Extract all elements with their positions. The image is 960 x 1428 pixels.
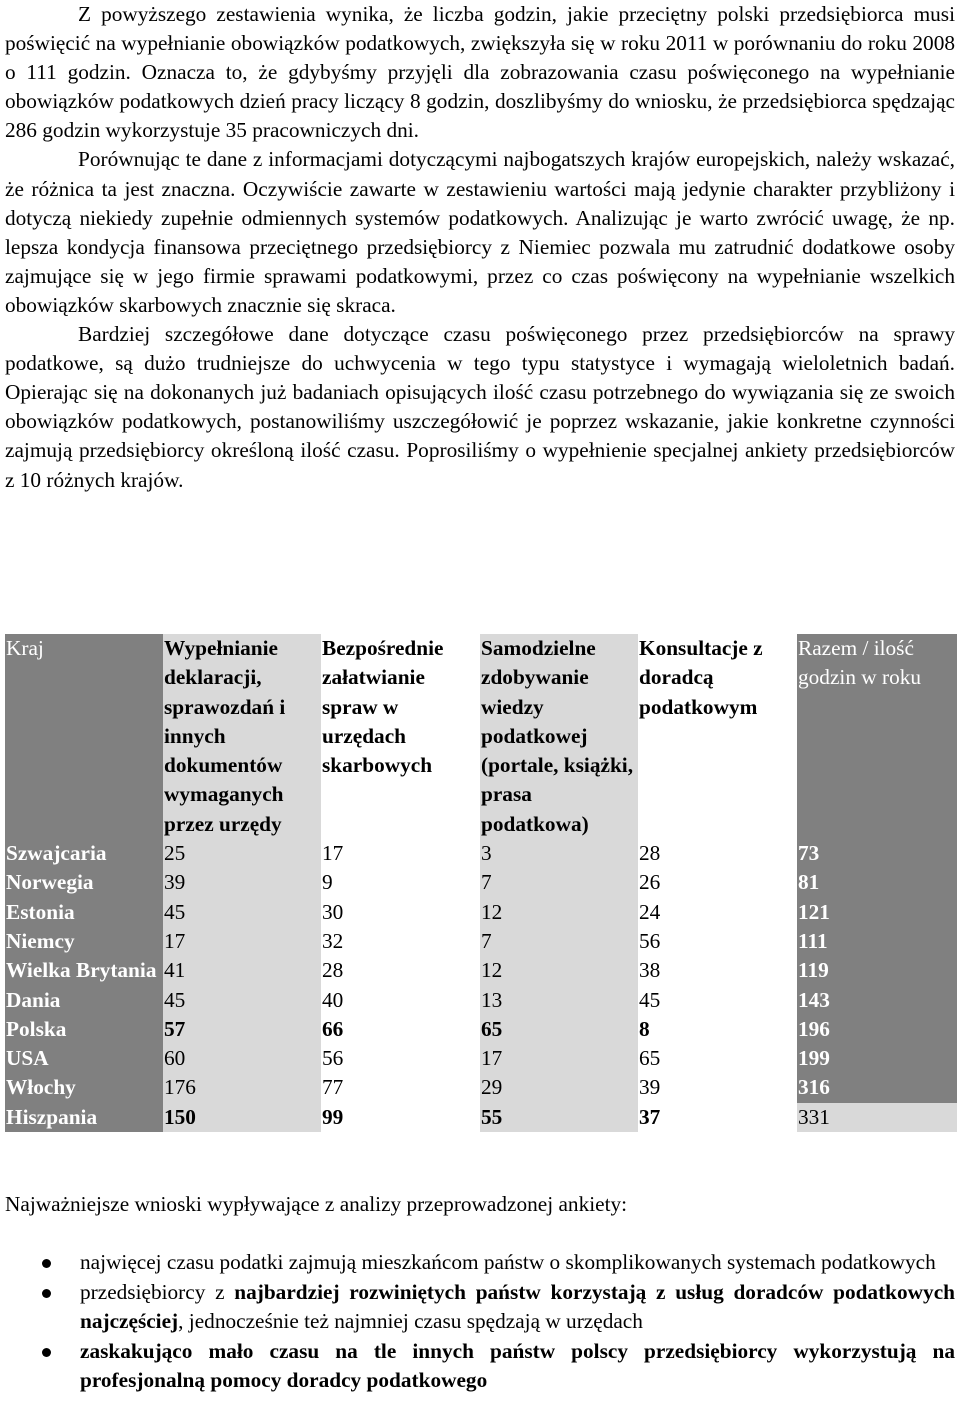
offices-cell: 28: [321, 956, 480, 985]
paragraph-2: Porównując te dane z informacjami dotyczącymi najbogatszych krajów europejskich, należy wskazać, że różnica ta jest znaczna. Oczywiście zawarte w zestawieniu wartości mają jedynie charakter przybliżony i dotyczą niekiedy zupełnie odmiennych systemów podatkowych. Analizując je warto zwrócić uwagę, że np. lepsza kondycja finansowa przeciętnego przedsiębiorcy z Niemiec pozwala mu zatrudnić dodatkowe osoby zajmujące się w jego firmie sprawami podatkowymi, przez co czas poświęcony na wypełnianie wszelkich obowiązków skarbowych znacznie się skraca.: [5, 147, 955, 317]
conclusion-item: [5, 1278, 955, 1337]
conclusion-item: [5, 1337, 955, 1396]
conclusion-text: , jednocześnie też najmniej czasu spędzają w urzędach: [178, 1309, 643, 1333]
total-cell: 73: [797, 839, 957, 868]
country-cell: Włochy: [5, 1073, 163, 1102]
filing-cell: 45: [163, 898, 321, 927]
header-offices: Bezpośrednie załatwianie spraw w urzędach skarbowych: [321, 634, 480, 839]
bullet-icon: [42, 1289, 51, 1298]
total-cell: 196: [797, 1015, 957, 1044]
total-cell: 81: [797, 868, 957, 897]
advisor-cell: 56: [638, 927, 797, 956]
self-study-cell: 17: [480, 1044, 638, 1073]
table-row: [5, 1044, 957, 1073]
advisor-cell: 8: [638, 1015, 797, 1044]
table-row: [5, 956, 957, 985]
offices-cell: 56: [321, 1044, 480, 1073]
filing-cell: 25: [163, 839, 321, 868]
table-row: [5, 1015, 957, 1044]
country-cell: USA: [5, 1044, 163, 1073]
advisor-cell: 65: [638, 1044, 797, 1073]
header-country: Kraj: [5, 634, 163, 839]
filing-cell: 57: [163, 1015, 321, 1044]
country-cell: Szwajcaria: [5, 839, 163, 868]
offices-cell: 66: [321, 1015, 480, 1044]
filing-cell: 150: [163, 1103, 321, 1132]
advisor-cell: 39: [638, 1073, 797, 1102]
offices-cell: 9: [321, 868, 480, 897]
filing-cell: 41: [163, 956, 321, 985]
advisor-cell: 28: [638, 839, 797, 868]
country-cell: Hiszpania: [5, 1103, 163, 1132]
tax-hours-table: [5, 634, 957, 1132]
self-study-cell: 3: [480, 839, 638, 868]
advisor-cell: 37: [638, 1103, 797, 1132]
total-cell: 316: [797, 1073, 957, 1102]
self-study-cell: 7: [480, 868, 638, 897]
conclusions-list: [5, 1248, 955, 1396]
conclusion-text: najbardziej rozwiniętych państw korzystają z usług doradców podatkowych najczęściej: [80, 1279, 955, 1333]
self-study-cell: 65: [480, 1015, 638, 1044]
country-cell: Niemcy: [5, 927, 163, 956]
body-text: [5, 0, 955, 495]
paragraph-1: Z powyższego zestawienia wynika, że liczba godzin, jakie przeciętny polski przedsiębiorca musi poświęcić na wypełnianie obowiązków podatkowych, zwiększyła się w roku 2011 w porównaniu do roku 2008 o 111 godzin. Oznacza to, że gdybyśmy przyjęli dla zobrazowania czasu poświęconego na wypełnianie obowiązków podatkowych dzień pracy liczący 8 godzin, doszlibyśmy do wniosku, że przedsiębiorca spędzając 286 godzin wykorzystuje 35 pracowniczych dni.: [5, 2, 955, 143]
table-row: [5, 986, 957, 1015]
advisor-cell: 24: [638, 898, 797, 927]
table-row: [5, 1073, 957, 1102]
conclusion-text: najwięcej czasu podatki zajmują mieszkańcom państw o skomplikowanych systemach podatkowych: [80, 1250, 936, 1274]
offices-cell: 32: [321, 927, 480, 956]
filing-cell: 176: [163, 1073, 321, 1102]
country-cell: Wielka Brytania: [5, 956, 163, 985]
header-filing: Wypełnianie deklaracji, sprawozdań i innych dokumentów wymaganych przez urzędy: [163, 634, 321, 839]
total-cell: 121: [797, 898, 957, 927]
table-header-row: [5, 634, 957, 839]
header-advisor: Konsultacje z doradcą podatkowym: [638, 634, 797, 839]
self-study-cell: 13: [480, 986, 638, 1015]
advisor-cell: 45: [638, 986, 797, 1015]
offices-cell: 17: [321, 839, 480, 868]
bullet-icon: [42, 1348, 51, 1357]
conclusion-text: zaskakująco mało czasu na tle innych państw polscy przedsiębiorcy wykorzystują na profesjonalną pomocy doradcy podatkowego: [80, 1338, 955, 1392]
table-row: [5, 898, 957, 927]
country-cell: Dania: [5, 986, 163, 1015]
self-study-cell: 29: [480, 1073, 638, 1102]
country-cell: Norwegia: [5, 868, 163, 897]
paragraph-3: Bardziej szczegółowe dane dotyczące czasu poświęconego przez przedsiębiorców na sprawy podatkowe, są dużo trudniejsze do uchwycenia w tego typu statystyce i wymagają wieloletnich badań. Opierając się na dokonanych już badaniach opisujących ilość czasu potrzebnego do wywiązania się ze swoich obowiązków podatkowych, postanowiliśmy uszczegółowić je poprzez wskazanie, jakie konkretne czynności zajmują przedsiębiorcy określoną ilość czasu. Poprosiliśmy o wypełnienie specjalnej ankiety przedsiębiorców z 10 różnych krajów.: [5, 322, 955, 492]
table-row: [5, 927, 957, 956]
total-cell: 331: [797, 1103, 957, 1132]
self-study-cell: 7: [480, 927, 638, 956]
table-row: [5, 868, 957, 897]
filing-cell: 60: [163, 1044, 321, 1073]
table-body: [5, 839, 957, 1132]
country-cell: Estonia: [5, 898, 163, 927]
offices-cell: 40: [321, 986, 480, 1015]
conclusion-item: [5, 1248, 955, 1278]
filing-cell: 39: [163, 868, 321, 897]
offices-cell: 99: [321, 1103, 480, 1132]
total-cell: 143: [797, 986, 957, 1015]
conclusion-text: przedsiębiorcy z: [80, 1279, 235, 1304]
table-row: [5, 839, 957, 868]
total-cell: 119: [797, 956, 957, 985]
filing-cell: 17: [163, 927, 321, 956]
header-total: Razem / ilość godzin w roku: [797, 634, 957, 839]
filing-cell: 45: [163, 986, 321, 1015]
self-study-cell: 12: [480, 956, 638, 985]
advisor-cell: 26: [638, 868, 797, 897]
total-cell: 199: [797, 1044, 957, 1073]
self-study-cell: 12: [480, 898, 638, 927]
advisor-cell: 38: [638, 956, 797, 985]
table-row: [5, 1103, 957, 1132]
bullet-icon: [42, 1259, 51, 1268]
offices-cell: 77: [321, 1073, 480, 1102]
self-study-cell: 55: [480, 1103, 638, 1132]
offices-cell: 30: [321, 898, 480, 927]
country-cell: Polska: [5, 1015, 163, 1044]
header-self-study: Samodzielne zdobywanie wiedzy podatkowej (portale, książki, prasa podatkowa): [480, 634, 638, 839]
conclusions-title: Najważniejsze wnioski wypływające z analizy przeprowadzonej ankiety:: [5, 1192, 628, 1216]
total-cell: 111: [797, 927, 957, 956]
